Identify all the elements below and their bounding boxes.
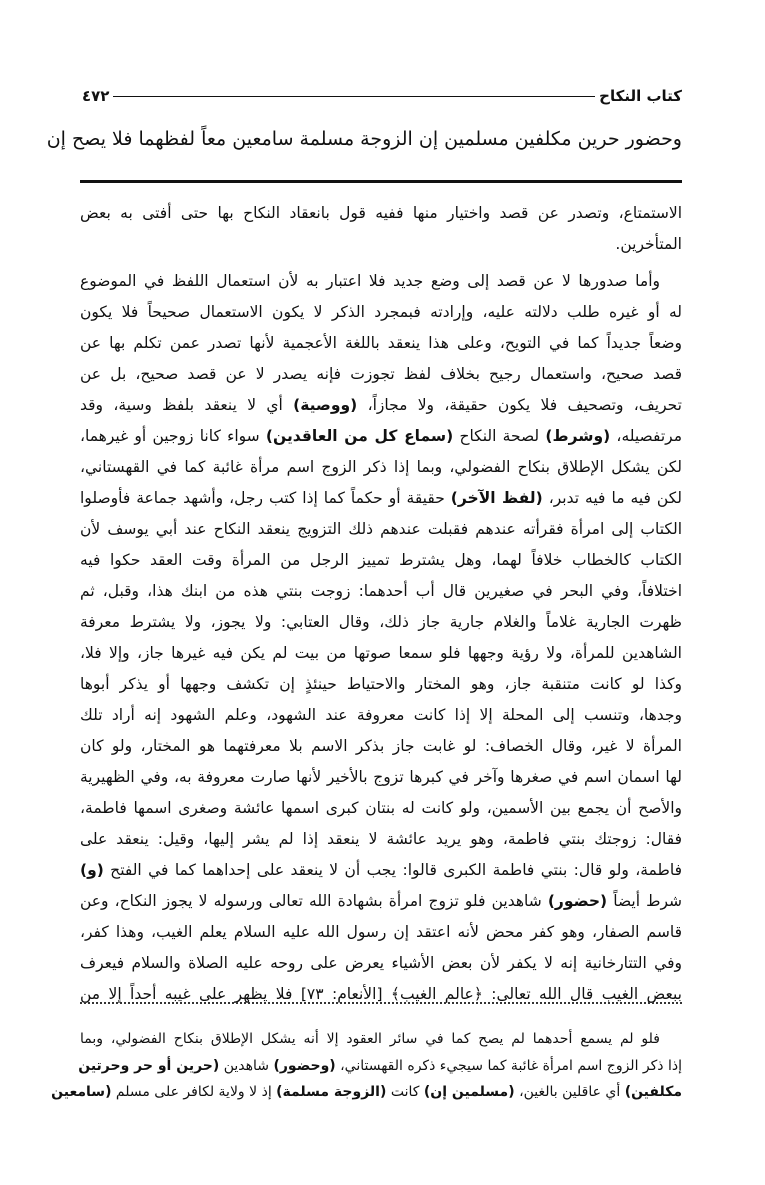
- text-segment: أي لا ينعقد بلفظ وسية، وقد: [80, 396, 294, 414]
- header-rule: [113, 96, 595, 97]
- text-line: [80, 390, 682, 421]
- text-segment: ببعض الغيب قال الله تعالى: ﴿عالم الغيب﴾ [الأنعام: ٧٣] فلا يظهر على غيبه أحداً إلا من: [80, 985, 682, 1003]
- text-line: [80, 793, 682, 824]
- text-segment: له أو غيره طلب دلالته عليه، وإرادته فبمجرد الذكر لا يكون الاستعمال صحيحاً فلا يكون: [80, 303, 682, 321]
- text-line: [80, 328, 682, 359]
- text-line: [80, 979, 682, 1010]
- bold-matn-quote: (سامعين: [51, 1084, 112, 1100]
- text-line: [51, 1079, 682, 1106]
- text-segment: لكن يشكل الإطلاق بنكاح الفضولي، وبما إذا ذكر الزوج اسم مرأة غائبة كما في القهستاني،: [80, 458, 682, 476]
- text-segment: وضعاً جديداً كما في التويح، وعلى هذا ينعقد باللغة الأعجمية لأنها تصدر عمن تكلم بها عن: [80, 334, 682, 352]
- text-segment: والأصح أن يجمع بين الأسمين، ولو كانت له بنتان كبرى اسمها عائشة وصغرى اسمها فاطمة،: [80, 799, 682, 817]
- text-segment: الشاهدين للمرأة، ولا رؤية وجهها فلو سمعا صوتها من بيت لم يكن فيه غيرها جاز، وإلا فلا،: [80, 644, 682, 662]
- text-segment: فقال: زوجتك بنتي فاطمة، وهو يريد عائشة لا ينعقد إذا لم يشر إليها، وقيل: ينعقد على: [80, 830, 682, 848]
- text-line: [80, 607, 682, 638]
- bold-matn-quote: (مسلمين إن): [423, 1084, 515, 1100]
- text-line: [80, 576, 682, 607]
- page-number: ٤٧٢: [82, 87, 110, 105]
- text-segment: الكتاب إلى امرأة فقرأته عندهم فقبلت عندهم ذلك التزويج ينعقد النكاح عند أبي يوسف لأن: [80, 520, 682, 538]
- text-segment: المرأة لا غير، وقال الخصاف: لو غابت جاز بذكر الاسم بلا معرفتهما هو المختار، ولو كان: [80, 737, 682, 755]
- text-segment: وأما صدورها لا عن قصد إلى وضع جديد فلا اعتبار به لأن استعمال اللفظ في الموضوع: [80, 272, 660, 290]
- matn-divider: [80, 180, 682, 183]
- text-line: [80, 886, 682, 917]
- bold-matn-quote: (لفظ الآخر): [450, 489, 543, 507]
- text-line: [80, 1026, 682, 1053]
- text-line: [80, 514, 682, 545]
- text-segment: الكتاب كالخطاب خلافاً لهما، وهل يشترط تمييز الرجل من المرأة وقت العقد حكوا فيه: [80, 551, 682, 569]
- bold-matn-quote: (سماع كل من العاقدين): [265, 427, 454, 445]
- bold-matn-quote: (و): [80, 861, 104, 879]
- text-segment: ظهرت الجارية غلاماً والغلام جارية جاز ذلك، وقال العتابي: ولا يجوز، ولا يشترط معرفة: [80, 613, 682, 631]
- text-segment: شاهدين فلو تزوج امرأة بشهادة الله تعالى ورسوله لا يجوز النكاح، وعن: [80, 892, 548, 910]
- text-line: [80, 762, 682, 793]
- text-line: [80, 700, 682, 731]
- text-segment: إذا ذكر الزوج اسم امرأة غائبة كما سيجيء ذكره القهستاني،: [335, 1057, 682, 1074]
- text-segment: تحريف، وتصحيف فلا يكون حقيقة، ولا مجازاً،: [357, 396, 682, 414]
- text-segment: لصحة النكاح: [453, 427, 546, 445]
- bold-matn-quote: (الزوجة مسلمة): [276, 1084, 387, 1100]
- text-segment: شرط أيضاً: [607, 892, 682, 910]
- text-segment: مرتفصيله،: [610, 427, 683, 445]
- running-header: [82, 84, 682, 108]
- text-segment: كانت: [386, 1084, 424, 1100]
- text-segment: المتأخرين.: [615, 235, 682, 253]
- text-line: [80, 359, 682, 390]
- bold-matn-quote: مكلفين): [624, 1084, 682, 1100]
- bold-matn-quote: (حضور): [547, 892, 608, 910]
- text-line: [80, 421, 682, 452]
- footnote-divider: [80, 1002, 682, 1004]
- text-segment: لها اسمان اسم في صغرها وآخر في كبرها تزوج بالأخير لأنها صارت معروفة به، وفي الظهيرية: [80, 768, 682, 786]
- text-segment: فلو لم يسمع أحدهما لم يصح كما في سائر العقود إلا أنه يشكل الإطلاق بنكاح الفضولي، وبما: [80, 1031, 660, 1047]
- text-line: [80, 452, 682, 483]
- text-line: [80, 669, 682, 700]
- text-segment: فاطمة، ولو قال: بنتي فاطمة الكبرى قالوا: يجب أن لا ينعقد على إحداهما كما في الفتح: [103, 861, 682, 879]
- text-segment: وفي التتارخانية إنه لا يكفر لأن بعض الأشياء يعرض على روحه عليه الصلاة والسلام فيعرف: [80, 954, 682, 972]
- text-line: [80, 545, 682, 576]
- text-line: [80, 855, 682, 886]
- text-segment: شاهدين: [219, 1057, 274, 1074]
- text-segment: قاسم الصفار، وهو كفر محض لأنه اعتقد إن رسول الله عليه السلام يعلم الغيب، وهذا كفر،: [80, 923, 682, 941]
- bold-matn-quote: (وشرط): [545, 427, 611, 445]
- footnote-section: [51, 1026, 682, 1106]
- chapter-title: كتاب النكاح: [599, 87, 682, 105]
- text-segment: قصد صحيح، واستعمال رجيح بخلاف لفظ تجوزت فإنه يصدر لا عن قصد صحيح، بل عن: [80, 365, 682, 383]
- text-segment: حقيقة أو حكماً كما إذا كتب رجل، وأشهد جماعة فأوصلوا: [80, 489, 451, 507]
- text-segment: وكذا لو كانت متنقبة جاز، وهو المختار والاحتياط حينئذٍ إن تكشف وجهها أو يذكر أبوها: [80, 675, 682, 693]
- text-segment: أي عاقلين بالغين،: [514, 1084, 625, 1100]
- text-segment: لكن فيه ما فيه تدبر،: [542, 489, 683, 507]
- text-line: [80, 824, 682, 855]
- text-line: [80, 483, 682, 514]
- text-segment: اختلافاً، وفي البحر في صغيرين قال أب أحدهما: زوجت بنتي هذه من ابنك هذا، وقبل، ثم: [80, 582, 682, 600]
- text-segment: الاستمتاع، وتصدر عن قصد واختيار منها ففيه قول بانعقاد النكاح بها حتى أفتى به بعض: [80, 204, 682, 222]
- bold-matn-quote: (وحضور): [273, 1057, 336, 1074]
- text-line: [80, 638, 682, 669]
- text-line: [80, 266, 682, 297]
- text-line: [80, 731, 682, 762]
- text-line: [80, 198, 682, 229]
- bold-matn-quote: (ووصية): [293, 396, 358, 414]
- text-line: [80, 1053, 682, 1080]
- matn-text: وحضور حرين مكلفين مسلمين إن الزوجة مسلمة سامعين معاً لفظهما فلا يصح إن: [46, 128, 682, 150]
- commentary-body: [80, 198, 682, 1010]
- text-line: [80, 917, 682, 948]
- text-segment: إذ لا ولاية لكافر على مسلم: [111, 1084, 277, 1100]
- text-segment: سواء كانا زوجين أو غيرهما،: [80, 427, 266, 445]
- bold-matn-quote: (حرين أو حر وحرتين: [78, 1057, 220, 1074]
- text-line: [80, 229, 682, 260]
- text-line: [80, 297, 682, 328]
- text-segment: وجدها، وتنسب إلى المحلة إلا إذا كانت معروفة عند الشهود، وعلم الشهود إنه أراد تلك: [80, 706, 682, 724]
- text-line: [80, 948, 682, 979]
